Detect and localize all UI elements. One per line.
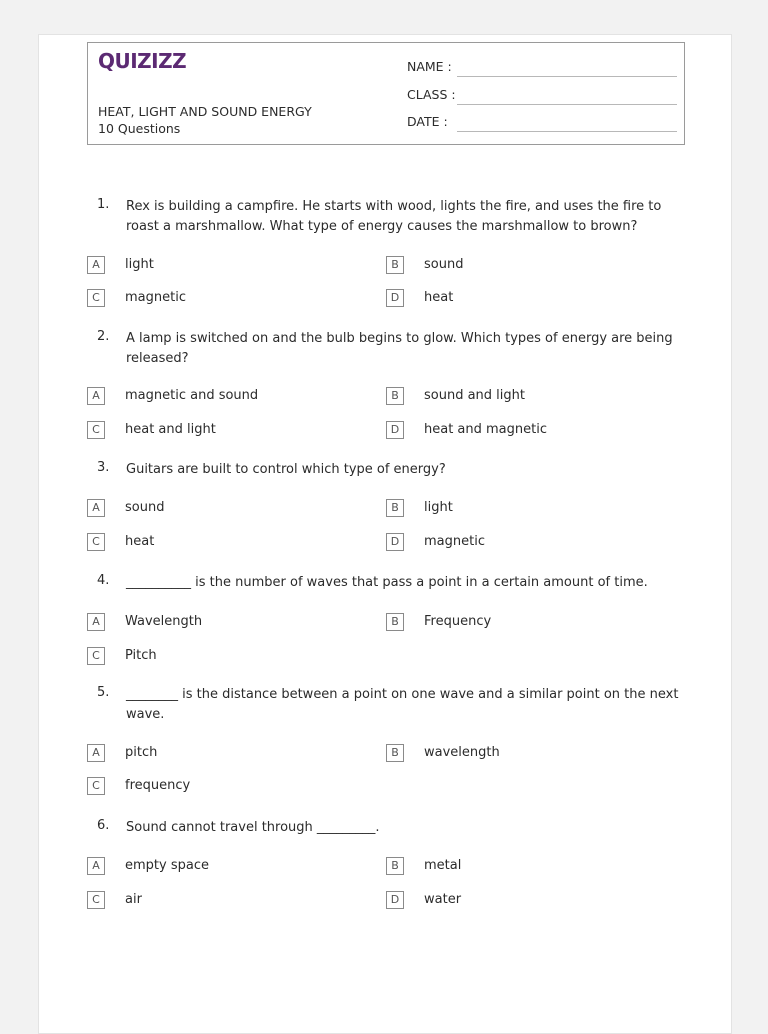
class-line[interactable] [457,104,677,105]
question-count: 10 Questions [98,121,181,136]
option-text: light [125,257,154,272]
option-letter: A [87,613,105,631]
name-line[interactable] [457,76,677,77]
option-letter: B [386,857,404,875]
question-text: Sound cannot travel through _________. [126,820,380,835]
question-number: 6. [97,818,110,833]
question-number: 2. [97,329,110,344]
name-field[interactable] [407,59,677,77]
question-number: 4. [97,573,110,588]
option-letter: D [386,421,404,439]
option-text: metal [424,858,462,873]
option-text: frequency [125,778,191,793]
option-text: Wavelength [125,614,203,629]
option-letter: C [87,289,105,307]
question-text: ________ is the distance between a point on one wave and a similar point on the next wave. [126,687,679,722]
worksheet-page [38,34,732,1034]
class-label: CLASS : [407,87,456,102]
option-letter: A [87,387,105,405]
name-label: NAME : [407,59,452,74]
option-letter: D [386,289,404,307]
date-field[interactable] [407,114,677,132]
option-letter: C [87,891,105,909]
option-text: wavelength [424,745,500,760]
option-letter: B [386,499,404,517]
option-text: heat [424,290,454,305]
option-text: sound and light [424,388,525,403]
option-letter: B [386,613,404,631]
question-number: 1. [97,197,110,212]
option-letter: D [386,891,404,909]
option-text: light [424,500,453,515]
option-letter: C [87,533,105,551]
option-letter: A [87,256,105,274]
option-letter: C [87,777,105,795]
question-text: __________ is the number of waves that pass a point in a certain amount of time. [126,575,648,590]
option-letter: A [87,499,105,517]
date-line[interactable] [457,131,677,132]
option-letter: A [87,744,105,762]
option-text: magnetic [125,290,186,305]
option-text: Frequency [424,614,492,629]
quizizz-logo: QUIZIZZ [98,49,187,73]
worksheet-header [87,42,685,145]
option-letter: B [386,387,404,405]
option-text: Pitch [125,648,157,663]
option-text: sound [125,500,165,515]
question-text: A lamp is switched on and the bulb begins to glow. Which types of energy are being released? [126,331,673,366]
option-text: heat and magnetic [424,422,547,437]
option-text: magnetic [424,534,485,549]
option-letter: D [386,533,404,551]
option-text: heat [125,534,155,549]
option-text: heat and light [125,422,216,437]
option-text: empty space [125,858,209,873]
question-text: Rex is building a campfire. He starts with wood, lights the fire, and uses the fire to roast a marshmallow. What type of energy causes the marshmallow to brown? [126,199,662,234]
option-letter: B [386,744,404,762]
option-text: pitch [125,745,158,760]
question-number: 5. [97,685,110,700]
date-label: DATE : [407,114,448,129]
option-text: magnetic and sound [125,388,259,403]
question-text: Guitars are built to control which type of energy? [126,462,446,477]
worksheet-title: HEAT, LIGHT AND SOUND ENERGY [98,104,312,119]
option-letter: A [87,857,105,875]
option-letter: B [386,256,404,274]
option-letter: C [87,421,105,439]
question-number: 3. [97,460,110,475]
option-text: sound [424,257,464,272]
class-field[interactable] [407,87,677,105]
option-letter: C [87,647,105,665]
option-text: air [125,892,142,907]
option-text: water [424,892,462,907]
